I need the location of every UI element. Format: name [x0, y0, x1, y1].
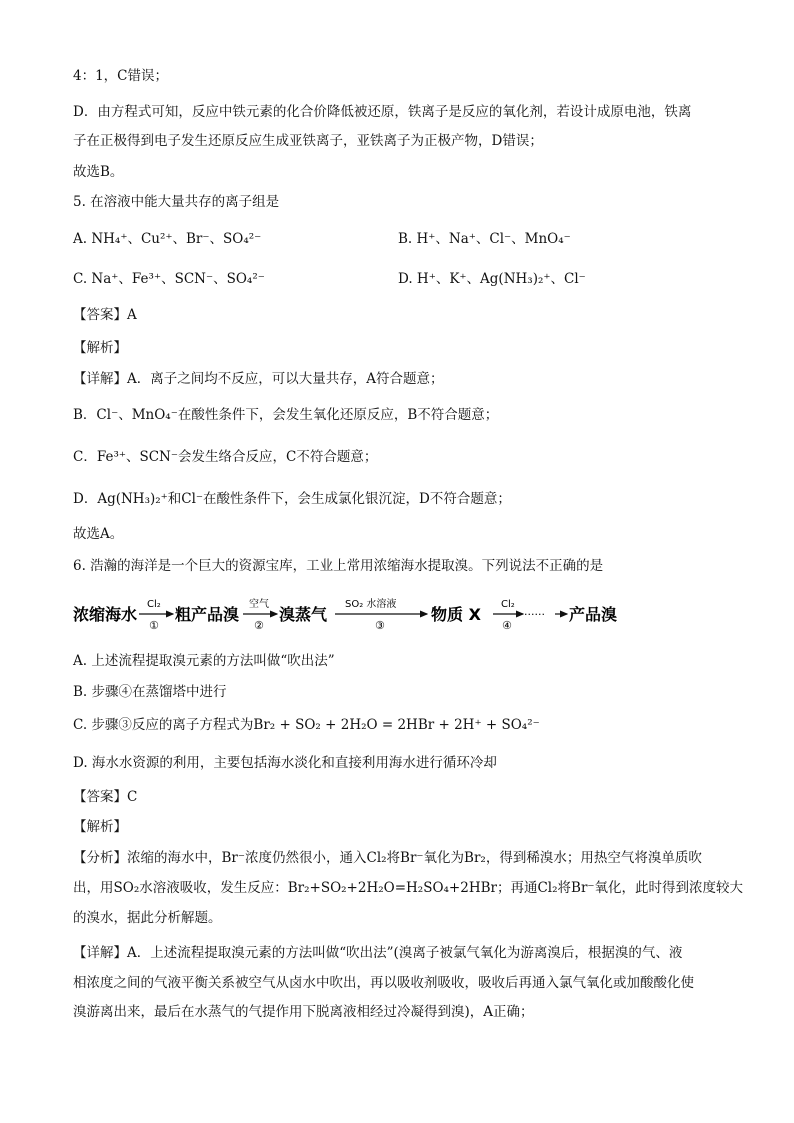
analysis-6-line-2: 出，用SO₂水溶液吸收，发生反应：Br₂+SO₂+2H₂O=H₂SO₄+2HBr；再通Cl₂将Br⁻氧化，此时得到浓度较大 — [73, 880, 744, 896]
line-1: 4：1，C错误； — [73, 68, 169, 84]
flow-reagent-3: SO₂ 水溶液 — [345, 599, 397, 610]
detail-5a: 【详解】A．离子之间均不反应，可以大量共存，A符合题意； — [73, 371, 444, 387]
flow-step-number-4: ④ — [502, 619, 512, 632]
detail-6-line-1: 【详解】A．上述流程提取溴元素的方法叫做“吹出法”(溴离子被氯气氧化为游离溴后，根据溴的气、液 — [73, 945, 683, 961]
option-6c: C. 步骤③反应的离子方程式为Br₂ + SO₂ + 2H₂O = 2HBr + 2H⁺ + SO₄²⁻ — [73, 717, 540, 733]
detail-5d: D．Ag(NH₃)₂⁺和Cl⁻在酸性条件下，会生成氯化银沉淀，D不符合题意； — [73, 491, 511, 507]
flow-step-product-bromine: 产品溴 — [569, 605, 618, 624]
line-4: 故选B。 — [73, 164, 124, 180]
flow-step-substance-x: 物质 X — [431, 605, 481, 624]
answer-5: 【答案】A — [73, 307, 137, 323]
question-6: 6. 浩瀚的海洋是一个巨大的资源宝库，工业上常用浓缩海水提取溴。下列说法不正确的是 — [73, 558, 604, 574]
flow-step-number-1: ① — [149, 619, 159, 632]
analysis-6-line-3: 的溴水，据此分析解题。 — [73, 910, 222, 926]
flow-dots: ······ — [524, 608, 545, 621]
flow-reagent-2: 空气 — [249, 599, 269, 610]
option-6d: D. 海水水资源的利用，主要包括海水淡化和直接利用海水进行循环冷却 — [73, 755, 497, 771]
option-5a: A. NH₄⁺、Cu²⁺、Br⁻、SO₄²⁻ — [73, 231, 262, 247]
flow-step-number-2: ② — [254, 619, 264, 632]
flow-step-number-3: ③ — [375, 619, 385, 632]
detail-6-line-3: 溴游离出来，最后在水蒸气的气提作用下脱离液相经过冷凝得到溴)，A正确； — [73, 1004, 534, 1020]
flow-reagent-4: Cl₂ — [501, 599, 515, 610]
analysis-6-line-1: 【分析】浓缩的海水中，Br⁻浓度仍然很小，通入Cl₂将Br⁻氧化为Br₂，得到稀溴水；用热空气将溴单质吹 — [73, 850, 702, 866]
flow-reagent-1: Cl₂ — [147, 599, 161, 610]
option-5c: C. Na⁺、Fe³⁺、SCN⁻、SO₄²⁻ — [73, 271, 265, 287]
detail-5e: 故选A。 — [73, 526, 124, 542]
detail-5b: B．Cl⁻、MnO₄⁻在酸性条件下，会发生氧化还原反应，B不符合题意； — [73, 407, 499, 423]
option-5b: B. H⁺、Na⁺、Cl⁻、MnO₄⁻ — [398, 231, 571, 247]
option-6b: B. 步骤④在蒸馏塔中进行 — [73, 684, 227, 700]
flow-step-crude-bromine: 粗产品溴 — [175, 605, 240, 624]
option-6a: A. 上述流程提取溴元素的方法叫做“吹出法” — [73, 653, 335, 669]
analysis-6-heading: 【解析】 — [73, 819, 127, 835]
flow-step-bromine-vapor: 溴蒸气 — [279, 605, 328, 624]
detail-6-line-2: 相浓度之间的气液平衡关系被空气从卤水中吹出，再以吸收剂吸收，吸收后再通入氯气氧化或加酸酸化使 — [73, 975, 694, 991]
bromine-extraction-flow-diagram — [73, 593, 633, 635]
answer-6: 【答案】C — [73, 789, 138, 805]
detail-5c: C．Fe³⁺、SCN⁻会发生络合反应，C不符合题意； — [73, 449, 378, 465]
line-2: D．由方程式可知，反应中铁元素的化合价降低被还原，铁离子是反应的氧化剂，若设计成原电池，铁离 — [73, 104, 692, 120]
flow-step-concentrated-seawater: 浓缩海水 — [73, 605, 138, 624]
option-5d: D. H⁺、K⁺、Ag(NH₃)₂⁺、Cl⁻ — [398, 271, 586, 287]
question-5: 5. 在溶液中能大量共存的离子组是 — [73, 194, 280, 210]
analysis-5-heading: 【解析】 — [73, 340, 127, 356]
line-3: 子在正极得到电子发生还原反应生成亚铁离子，亚铁离子为正极产物，D错误； — [73, 133, 543, 149]
